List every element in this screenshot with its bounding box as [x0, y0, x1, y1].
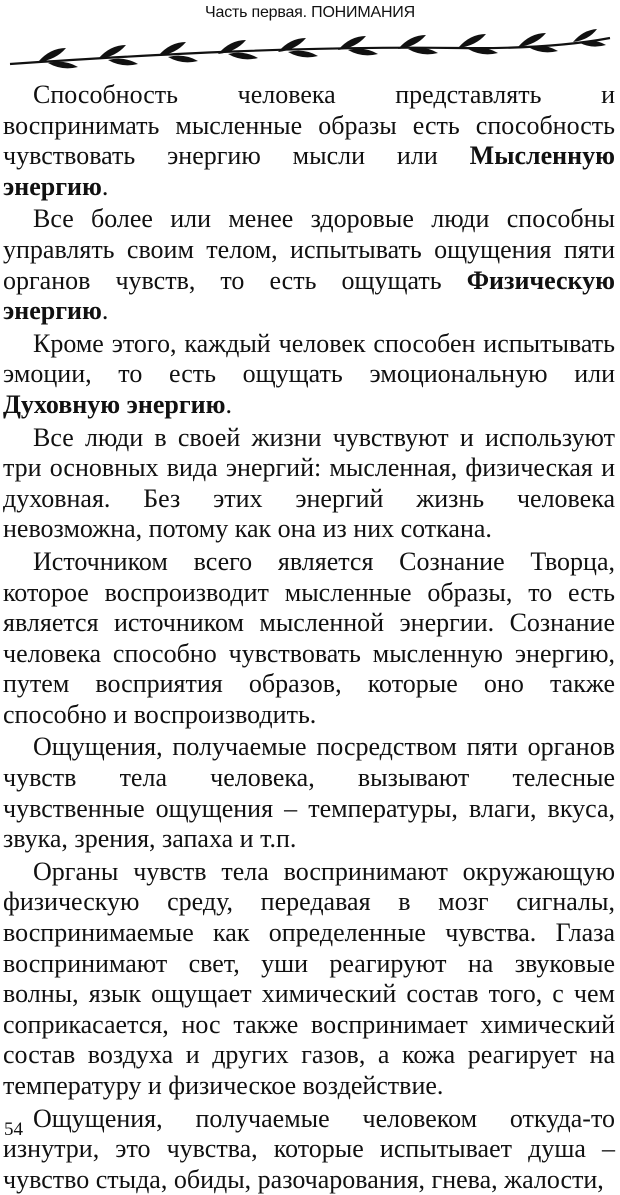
paragraph-sense-organs	[3, 857, 615, 1102]
paragraph-three-energies	[3, 423, 615, 545]
paragraph-text-end: .	[101, 296, 109, 326]
paragraph-text-end: .	[101, 171, 109, 201]
paragraph-text-end: .	[225, 389, 233, 419]
running-header: Часть первая. ПОНИМАНИЯ	[205, 4, 415, 21]
paragraph-mental-energy	[3, 80, 615, 202]
paragraph-text: Ощущения, получаемые посредством пяти органов чувств тела человека, вызывают телесные чувственные ощущения – температуры, влаги, вкуса, звука, зрения, запаха и т.п.	[3, 732, 615, 854]
leaf-vine-divider-icon	[8, 24, 612, 74]
paragraph-inner-feelings	[3, 1104, 615, 1195]
paragraph-text: Все люди в своей жизни чувствуют и используют три основных вида энергий: мысленная, физическая и духовная. Без этих энергий жизнь человека невозможна, потому как она из них соткана.	[3, 422, 615, 544]
paragraph-text: Ощущения, получаемые человеком откуда-то изнутри, это чувства, которые испытывает душа – чувство стыда, обиды, разочарования, гнева, жалости,	[3, 1103, 615, 1194]
bold-term-physical-energy: Физическую энергию	[3, 265, 615, 326]
paragraph-text: Кроме этого, каждый человек способен испытывать эмоции, то есть ощущать эмоциональную или	[3, 328, 615, 389]
body-text	[3, 80, 615, 1195]
paragraph-creator-consciousness	[3, 547, 615, 731]
paragraph-text: Способность человека представлять и воспринимать мысленные образы есть способность чувствовать энергию мысли или	[3, 80, 615, 171]
paragraph-five-senses	[3, 732, 615, 854]
bold-term-spiritual-energy: Духовную энергию	[3, 389, 226, 419]
paragraph-spiritual-energy	[3, 329, 615, 421]
paragraph-text: Источником всего является Сознание Творца, которое воспроизводит мысленные образы, то есть является источником мысленной энергии. Сознание человека способно чувствовать мысленную энергию, путем восприятия образов, которые оно также способно и воспроизводить.	[3, 546, 615, 729]
paragraph-text: Все более или менее здоровые люди способны управлять своим телом, испытывать ощущения пяти органов чувств, то есть ощущать	[3, 204, 615, 295]
page-number: 54	[4, 1119, 23, 1140]
paragraph-physical-energy	[3, 204, 615, 326]
bold-term-mental-energy: Мысленную энергию	[3, 141, 615, 201]
paragraph-text: Органы чувств тела воспринимают окружающую физическую среду, передавая в мозг сигналы, воспринимаемые как определенные чувства. Глаза воспринимают свет, уши реагируют на звуковые волны, язык ощущает химический состав того, с чем соприкасается, нос также воспринимает химический состав воздуха и других газов, а кожа реагирует на температуру и физическое воздействие.	[3, 856, 615, 1100]
